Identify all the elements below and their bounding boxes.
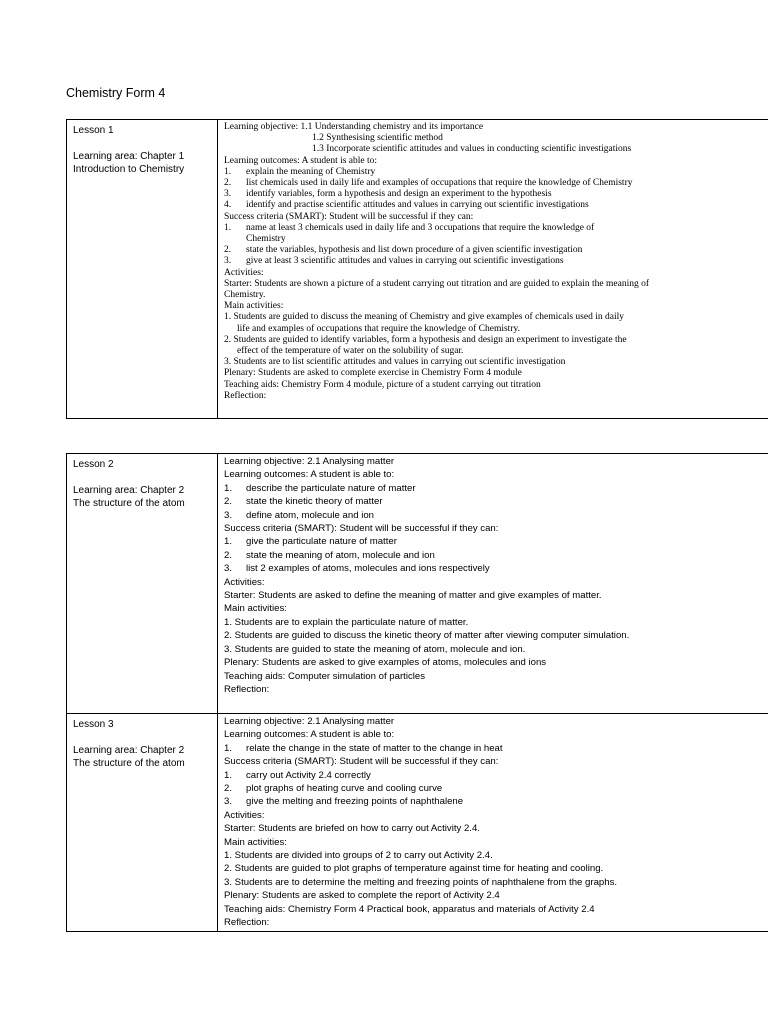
learning-area-label: Learning area: Chapter 1 (73, 151, 185, 162)
plenary-text: Plenary: Students are asked to complete the report of Activity 2.4 (224, 890, 500, 902)
learning-area-label: Learning area: Chapter 2 (73, 485, 185, 496)
learning-area-title: Introduction to Chemistry (73, 164, 185, 175)
teaching-aids: Teaching aids: Computer simulation of particles (224, 670, 426, 682)
document-title: Chemistry Form 4 (66, 86, 166, 100)
learning-objective: Learning objective: 2.1 Analysing matter (224, 716, 395, 727)
success-title: Success criteria (SMART): Student will be successful if they can: (224, 756, 499, 768)
starter-text: Starter: Students are shown a picture of a student carrying out titration and are guided to explain the meaning of (224, 278, 649, 289)
learning-area-title: The structure of the atom (73, 498, 185, 509)
main-activity: 3. Students are to determine the melting and freezing points of naphthalene from the graphs. (224, 876, 618, 888)
learning-area-label: Learning area: Chapter 2 (73, 745, 185, 756)
learning-objective-sub: 1.3 Incorporate scientific attitudes and values in conducting scientific investigations (312, 144, 632, 155)
activities-title: Activities: (224, 809, 265, 821)
main-activities-title: Main activities: (224, 836, 287, 848)
outcome-item: 3. define atom, molecule and ion (224, 509, 374, 521)
teaching-aids: Teaching aids: Chemistry Form 4 Practical book, apparatus and materials of Activity 2.4 (224, 903, 595, 915)
outcome-item: 1. describe the particulate nature of matter (224, 482, 416, 494)
success-item: 2. state the variables, hypothesis and list down procedure of a given scientific investigation (224, 245, 583, 256)
outcome-item: 4. identify and practise scientific attitudes and values in carrying out scientific investigations (224, 200, 589, 211)
lesson-1-info (67, 120, 218, 419)
main-activities-title: Main activities: (224, 603, 287, 615)
outcomes-title: Learning outcomes: A student is able to: (224, 155, 378, 166)
learning-area-title: The structure of the atom (73, 758, 185, 769)
lesson-number: Lesson 1 (73, 125, 114, 136)
learning-objective-sub: 1.2 Synthesising scientific method (312, 133, 443, 144)
lesson-3-details (218, 714, 768, 932)
success-item: 1. give the particulate nature of matter (224, 536, 397, 548)
success-item: 1. name at least 3 chemicals used in daily life and 3 occupations that require the knowledge of (224, 222, 595, 233)
main-activity: 1. Students are guided to discuss the meaning of Chemistry and give examples of chemicals used in daily (224, 312, 624, 323)
main-activities-title: Main activities: (224, 301, 284, 312)
success-title: Success criteria (SMART): Student will be successful if they can: (224, 211, 474, 222)
outcome-item: 1. relate the change in the state of matter to the change in heat (224, 742, 503, 754)
outcome-item: 2. state the kinetic theory of matter (224, 496, 383, 508)
main-activity-cont: effect of the temperature of water on the solubility of sugar. (237, 346, 464, 357)
lesson-1-details (218, 120, 768, 419)
outcomes-title: Learning outcomes: A student is able to: (224, 469, 395, 481)
lesson-number: Lesson 2 (73, 459, 114, 470)
success-item: 2. state the meaning of atom, molecule and ion (224, 549, 435, 561)
outcome-item: 1. explain the meaning of Chemistry (224, 166, 376, 177)
lesson-3-info (67, 714, 218, 932)
lesson-2-info (67, 454, 218, 714)
starter-text: Starter: Students are briefed on how to carry out Activity 2.4. (224, 823, 480, 835)
lesson-2-details (218, 454, 768, 714)
teaching-aids: Teaching aids: Chemistry Form 4 module, picture of a student carrying out titration (224, 379, 541, 390)
activities-title: Activities: (224, 267, 264, 278)
outcome-item: 2. list chemicals used in daily life and examples of occupations that require the knowledge of Chemistry (224, 178, 633, 189)
main-activity: 2. Students are guided to identify variables, form a hypothesis and design an experiment to investigate the (224, 334, 627, 345)
success-item: 2. plot graphs of heating curve and cooling curve (224, 783, 443, 795)
success-item: 3. give at least 3 scientific attitudes and values in carrying out scientific investigations (224, 256, 564, 267)
activities-title: Activities: (224, 576, 265, 588)
success-item: 3. list 2 examples of atoms, molecules and ions respectively (224, 563, 490, 575)
success-item: 3. give the melting and freezing points of naphthalene (224, 796, 464, 808)
plenary-text: Plenary: Students are asked to complete exercise in Chemistry Form 4 module (224, 368, 522, 379)
main-activity: 3. Students are to list scientific attitudes and values in carrying out scientific investigation (224, 357, 566, 368)
reflection-label: Reflection: (224, 390, 267, 401)
outcome-item: 3. identify variables, form a hypothesis and design an experiment to the hypothesis (224, 189, 552, 200)
plenary-text: Plenary: Students are asked to give examples of atoms, molecules and ions (224, 657, 547, 669)
main-activity-cont: life and examples of occupations that require the knowledge of Chemistry. (237, 323, 520, 334)
success-title: Success criteria (SMART): Student will be successful if they can: (224, 523, 499, 535)
learning-objective: Learning objective: 1.1 Understanding chemistry and its importance (224, 122, 484, 132)
lesson-2-3-table (66, 453, 768, 932)
learning-objective: Learning objective: 2.1 Analysing matter (224, 456, 395, 467)
starter-text: Starter: Students are asked to define the meaning of matter and give examples of matter. (224, 590, 602, 602)
starter-text-cont: Chemistry. (224, 290, 266, 301)
main-activity: 1. Students are to explain the particulate nature of matter. (224, 616, 469, 628)
main-activity: 1. Students are divided into groups of 2 to carry out Activity 2.4. (224, 850, 493, 862)
lesson-number: Lesson 3 (73, 719, 114, 730)
main-activity: 2. Students are guided to discuss the kinetic theory of matter after viewing computer simulation. (224, 630, 630, 642)
lesson-1-table (66, 119, 768, 419)
main-activity: 2. Students are guided to plot graphs of temperature against time for heating and cooling. (224, 863, 604, 875)
reflection-label: Reflection: (224, 683, 270, 695)
success-item-cont: Chemistry (246, 234, 286, 245)
reflection-label: Reflection: (224, 917, 270, 929)
success-item: 1. carry out Activity 2.4 correctly (224, 769, 371, 781)
outcomes-title: Learning outcomes: A student is able to: (224, 729, 395, 741)
main-activity: 3. Students are guided to state the meaning of atom, molecule and ion. (224, 643, 526, 655)
